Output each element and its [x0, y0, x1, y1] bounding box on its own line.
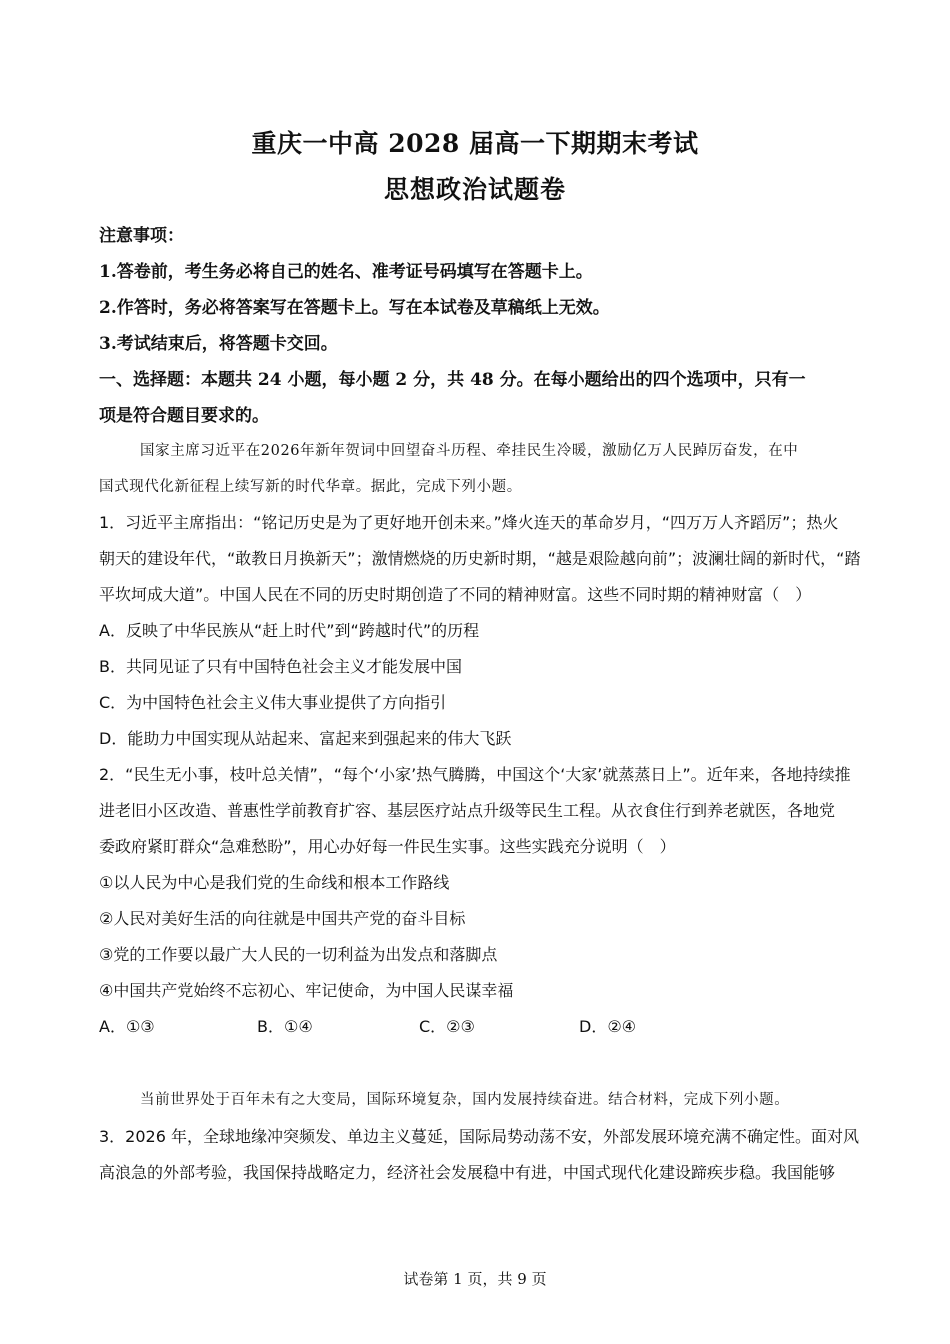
q2-option-c: C．②③ — [419, 1017, 475, 1036]
notice-item-3: 3.考试结束后，将答题卡交回。 — [99, 334, 338, 354]
q2-statement-3: ③党的工作要以最广大人民的一切利益为出发点和落脚点 — [99, 945, 498, 964]
q2-statement-1: ①以人民为中心是我们党的生命线和根本工作路线 — [99, 873, 450, 892]
q2-option-a: A．①③ — [99, 1017, 155, 1036]
page-footer: 试卷第 1 页，共 9 页 — [403, 1270, 547, 1288]
section-heading-line2: 项是符合题目要求的。 — [99, 406, 269, 426]
section-heading-line1: 一、选择题：本题共 24 小题，每小题 2 分，共 48 分。在每小题给出的四个选项中，只有一 — [99, 370, 806, 390]
notice-item-2: 2.作答时，务必将答案写在答题卡上。写在本试卷及草稿纸上无效。 — [99, 298, 610, 318]
q2-stem-line3: 委政府紧盯群众“急难愁盼”，用心办好每一件民生实事。这些实践充分说明（ ） — [99, 837, 676, 856]
q1-option-c: C．为中国特色社会主义伟大事业提供了方向指引 — [99, 693, 447, 712]
q2-statement-2: ②人民对美好生活的向往就是中国共产党的奋斗目标 — [99, 909, 466, 928]
material1-line2: 国式现代化新征程上续写新的时代华章。据此，完成下列小题。 — [99, 479, 522, 495]
material2-line1: 当前世界处于百年未有之大变局，国际环境复杂，国内发展持续奋进。结合材料，完成下列小题。 — [140, 1092, 790, 1108]
notice-heading: 注意事项： — [99, 226, 184, 246]
q1-stem-line1: 1．习近平主席指出：“铭记历史是为了更好地开创未来。”烽火连天的革命岁月，“四万万人齐蹈厉”；热火 — [99, 513, 839, 532]
q2-option-d: D．②④ — [579, 1017, 637, 1036]
q1-stem-line2: 朝天的建设年代，“敢教日月换新天”；激情燃烧的历史新时期，“越是艰险越向前”；波澜壮阔的新时代，“踏 — [99, 549, 861, 568]
q3-stem-line1: 3．2026 年，全球地缘冲突频发、单边主义蔓延，国际局势动荡不安，外部发展环境充满不确定性。面对风 — [99, 1127, 859, 1146]
q1-option-a: A．反映了中华民族从“赶上时代”到“跨越时代”的历程 — [99, 621, 480, 640]
q2-options — [99, 1014, 859, 1038]
material1-line1: 国家主席习近平在2026年新年贺词中回望奋斗历程、牵挂民生冷暖，激励亿万人民踔厉奋发，在中 — [140, 443, 799, 459]
q2-stem-line2: 进老旧小区改造、普惠性学前教育扩容、基层医疗站点升级等民生工程。从衣食住行到养老就医，各地党 — [99, 801, 836, 820]
q1-stem-line3: 平坎坷成大道”。中国人民在不同的历史时期创造了不同的精神财富。这些不同时期的精神财富（ ） — [99, 585, 812, 604]
q2-stem-line1: 2．“民生无小事，枝叶总关情”，“每个‘小家’热气腾腾，中国这个‘大家’就蒸蒸日上”。近年来，各地持续推 — [99, 765, 851, 784]
q1-option-d: D．能助力中国实现从站起来、富起来到强起来的伟大飞跃 — [99, 729, 512, 748]
q1-option-b: B．共同见证了只有中国特色社会主义才能发展中国 — [99, 657, 462, 676]
q2-statement-4: ④中国共产党始终不忘初心、牢记使命，为中国人民谋幸福 — [99, 981, 514, 1000]
exam-subtitle: 思想政治试题卷 — [383, 175, 566, 204]
q3-stem-line2: 高浪急的外部考验，我国保持战略定力，经济社会发展稳中有进，中国式现代化建设蹄疾步稳。我国能够 — [99, 1163, 836, 1182]
q2-option-b: B．①④ — [257, 1017, 313, 1036]
notice-item-1: 1.答卷前，考生务必将自己的姓名、准考证号码填写在答题卡上。 — [99, 262, 593, 282]
exam-title: 重庆一中高 2028 届高一下期期末考试 — [251, 129, 699, 158]
